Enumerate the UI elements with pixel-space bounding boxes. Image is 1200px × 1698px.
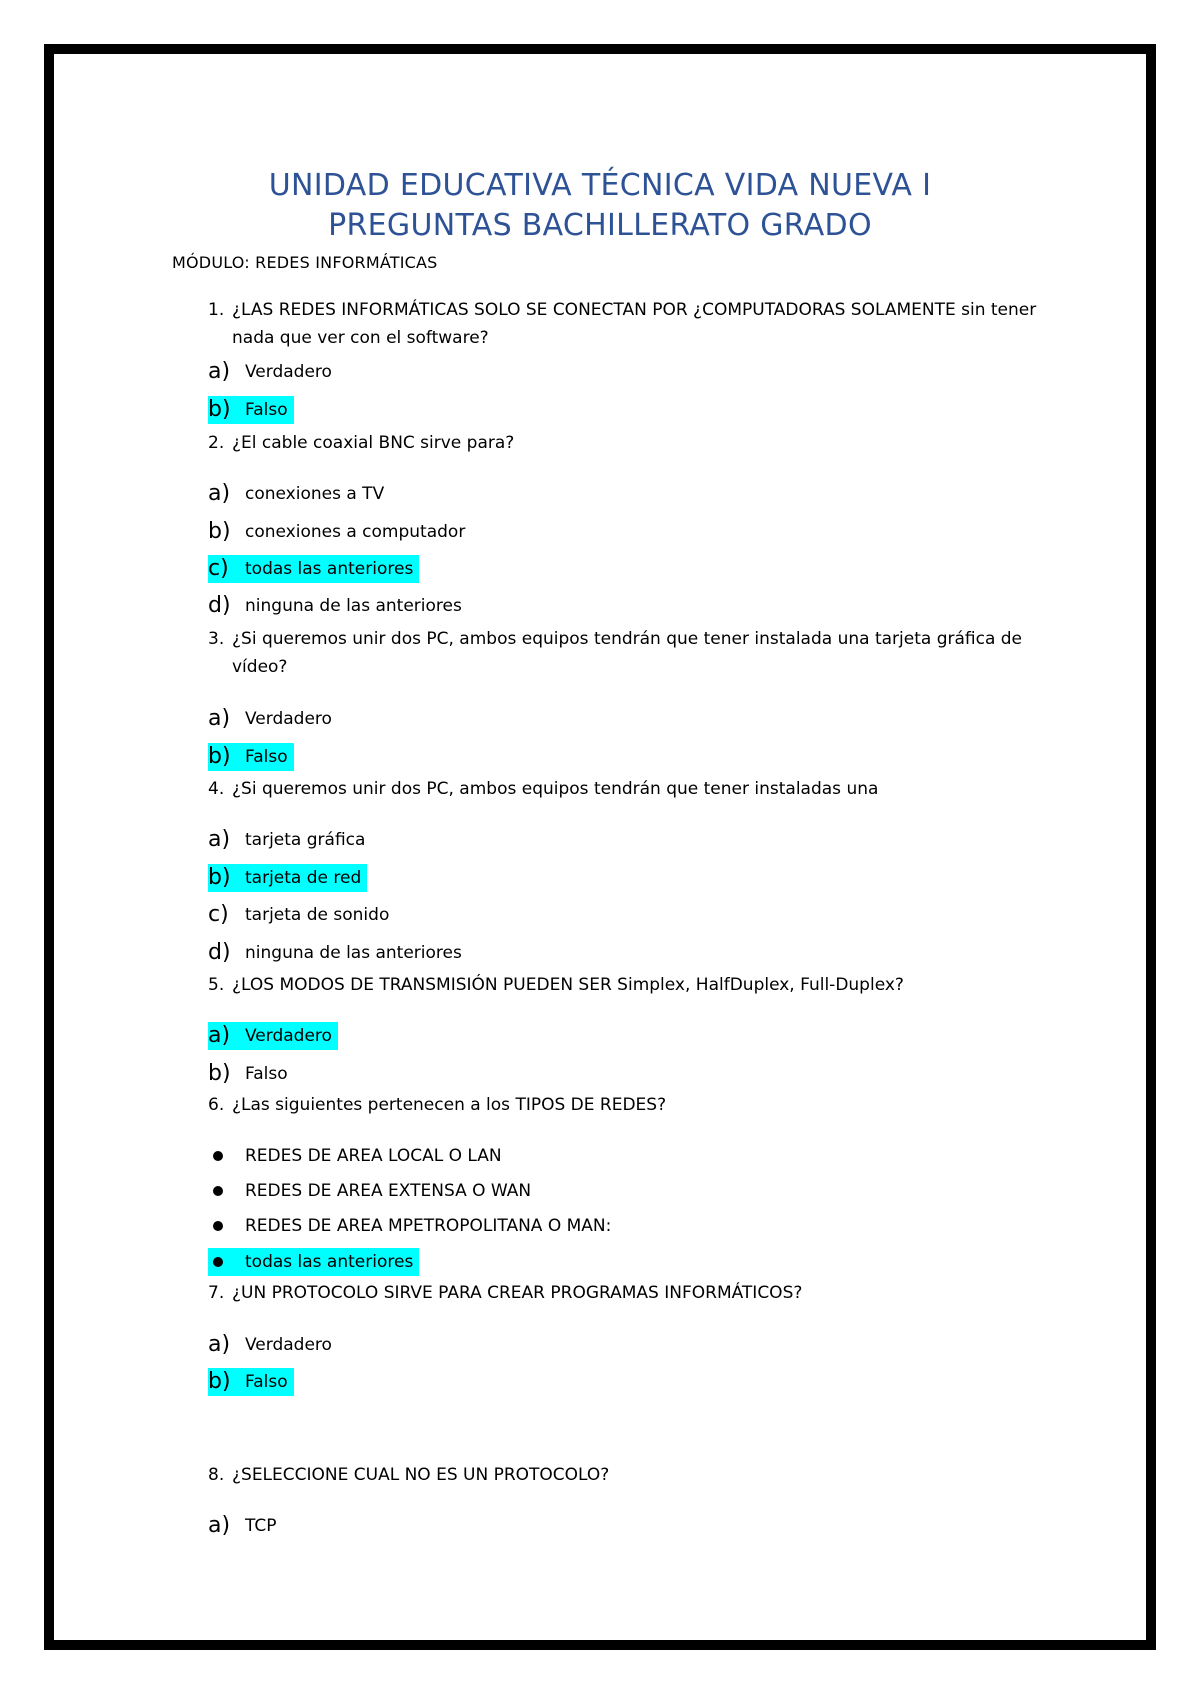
option-1a [208,358,338,386]
option-letter: b) [208,1369,231,1394]
option-letter: b) [208,865,231,890]
title-line-2: PREGUNTAS BACHILLERATO GRADO [328,208,872,243]
option-text: REDES DE AREA MPETROPOLITANA O MAN: [245,1216,612,1236]
option-text: Falso [245,1372,288,1392]
question-text: ¿Si queremos unir dos PC, ambos equipos tendrán que tener instalada una tarjeta gráfica de vídeo? [232,629,1023,677]
option-4d [208,939,468,967]
option-text: todas las anteriores [245,559,414,579]
option-letter: b) [208,397,231,422]
option-5a-answer [208,1022,338,1050]
option-text: conexiones a computador [245,522,466,542]
question-6 [208,1091,1048,1119]
option-letter: a) [208,1332,231,1357]
option-7b-answer [208,1368,294,1396]
question-text: ¿SELECCIONE CUAL NO ES UN PROTOCOLO? [232,1465,610,1485]
option-letter: b) [208,744,231,769]
bullet-option-6-2 [208,1177,537,1205]
option-text: ninguna de las anteriores [245,943,462,963]
option-letter: b) [208,519,231,544]
option-4c [208,901,395,929]
bullet-option-6-1 [208,1142,508,1170]
bullet-icon [213,1186,223,1196]
bullet-option-6-4-answer [208,1248,419,1276]
option-letter: b) [208,1061,231,1086]
option-text: REDES DE AREA LOCAL O LAN [245,1146,502,1166]
bullet-icon [213,1151,223,1161]
option-letter: a) [208,1023,231,1048]
option-1b-answer [208,396,294,424]
option-letter: a) [208,481,231,506]
bullet-icon [213,1257,223,1267]
question-8 [208,1461,1048,1489]
question-number: 3. [208,629,225,649]
question-number: 2. [208,433,225,453]
question-number: 8. [208,1465,225,1485]
option-letter: d) [208,593,231,618]
question-7 [208,1279,1048,1307]
option-2a [208,480,390,508]
question-number: 4. [208,779,225,799]
question-text: ¿LAS REDES INFORMÁTICAS SOLO SE CONECTAN POR ¿COMPUTADORAS SOLAMENTE sin tener nada que ver con el software? [232,300,1037,348]
option-letter: c) [208,902,229,927]
option-letter: c) [208,556,229,581]
bullet-icon [213,1221,223,1231]
option-2d [208,592,468,620]
option-text: todas las anteriores [245,1252,414,1272]
option-letter: a) [208,1513,231,1538]
option-4b-answer [208,864,367,892]
option-7a [208,1331,338,1359]
option-text: conexiones a TV [245,484,385,504]
question-1 [208,296,1048,352]
question-3 [208,625,1048,681]
option-letter: a) [208,706,231,731]
option-4a [208,826,371,854]
option-5b [208,1060,294,1088]
option-text: Falso [245,747,288,767]
option-text: Verdadero [245,1026,332,1046]
option-2b [208,518,471,546]
option-letter: d) [208,940,231,965]
option-text: Falso [245,1064,288,1084]
question-4 [208,775,1048,803]
question-5 [208,971,1048,999]
question-2 [208,429,1048,457]
question-text: ¿UN PROTOCOLO SIRVE PARA CREAR PROGRAMAS INFORMÁTICOS? [232,1283,803,1303]
option-3b-answer [208,743,294,771]
question-number: 1. [208,300,225,320]
module-heading: MÓDULO: REDES INFORMÁTICAS [172,253,438,272]
option-text: ninguna de las anteriores [245,596,462,616]
option-text: Verdadero [245,709,332,729]
option-text: tarjeta gráfica [245,830,366,850]
option-2c-answer [208,555,419,583]
option-letter: a) [208,359,231,384]
option-text: Falso [245,400,288,420]
option-text: tarjeta de red [245,868,362,888]
question-number: 5. [208,975,225,995]
bullet-option-6-3 [208,1212,617,1240]
question-text: ¿Las siguientes pertenecen a los TIPOS DE REDES? [232,1095,667,1115]
option-text: TCP [245,1516,277,1536]
question-text: ¿Si queremos unir dos PC, ambos equipos tendrán que tener instaladas una [232,779,879,799]
option-letter: a) [208,827,231,852]
question-text: ¿LOS MODOS DE TRANSMISIÓN PUEDEN SER Simplex, HalfDuplex, Full-Duplex? [232,975,904,995]
option-text: Verdadero [245,362,332,382]
option-text: Verdadero [245,1335,332,1355]
option-text: REDES DE AREA EXTENSA O WAN [245,1181,532,1201]
question-number: 7. [208,1283,225,1303]
option-text: tarjeta de sonido [245,905,390,925]
option-8a [208,1512,283,1540]
question-number: 6. [208,1095,225,1115]
title-line-1: UNIDAD EDUCATIVA TÉCNICA VIDA NUEVA I [268,168,932,203]
option-3a [208,705,338,733]
question-text: ¿El cable coaxial BNC sirve para? [232,433,515,453]
